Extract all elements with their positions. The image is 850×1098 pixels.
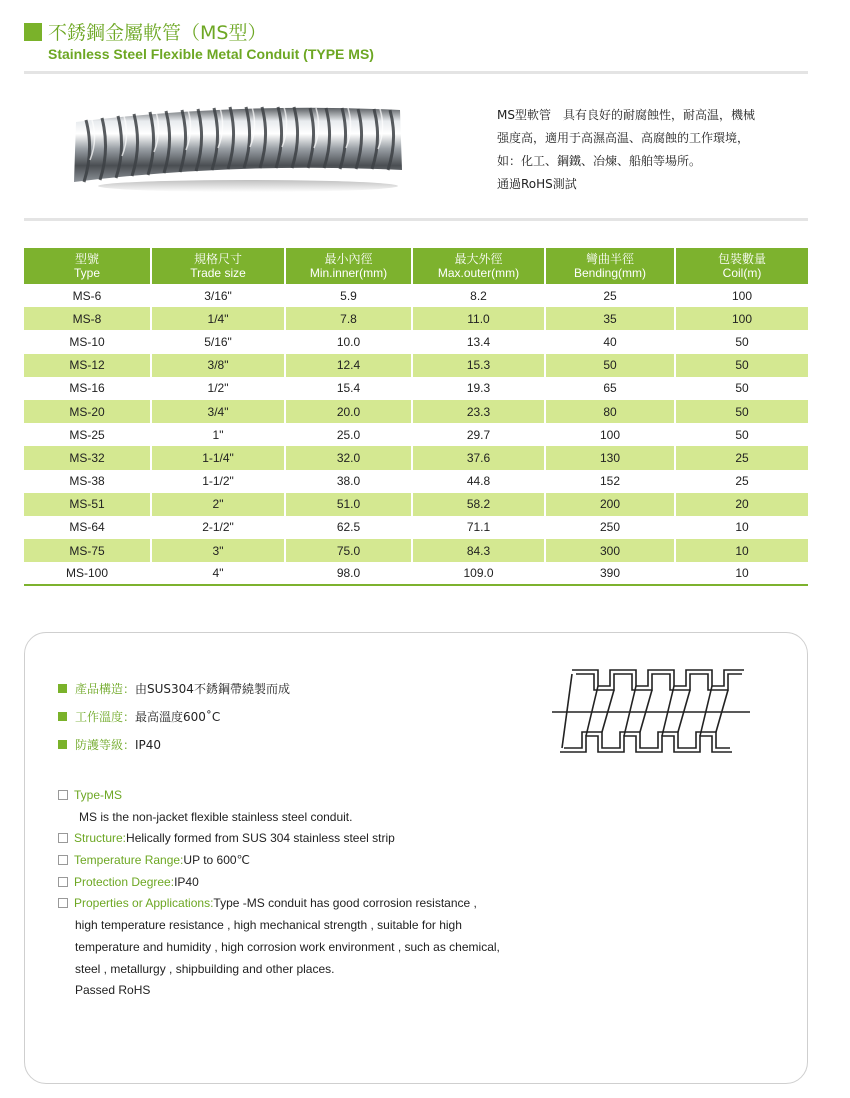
- table-cell: 10: [675, 562, 808, 585]
- table-cell: 100: [675, 284, 808, 307]
- property-line: temperature and humidity , high corrosion work environment , such as chemical,: [75, 939, 500, 954]
- table-row: [24, 400, 808, 423]
- table-cell: 7.8: [285, 307, 412, 330]
- table-cell: 50: [675, 423, 808, 446]
- table-cell: 25: [675, 470, 808, 493]
- column-header: 最小內徑 Min.inner(mm): [285, 248, 412, 284]
- square-bullet-icon: [58, 740, 67, 749]
- table-cell: 15.3: [412, 354, 545, 377]
- table-cell: 3": [151, 539, 285, 562]
- property-line: Structure:Helically formed from SUS 304 stainless steel strip: [58, 829, 578, 851]
- table-row: [24, 330, 808, 353]
- checkbox-bullet-icon: [58, 855, 68, 865]
- table-cell: 11.0: [412, 307, 545, 330]
- table-cell: 100: [675, 307, 808, 330]
- table-cell: MS-12: [24, 354, 151, 377]
- property-line: Passed RoHS: [75, 983, 151, 998]
- column-header: 最大外徑 Max.outer(mm): [412, 248, 545, 284]
- table-cell: 50: [675, 354, 808, 377]
- properties-zh: [58, 680, 290, 764]
- table-cell: 15.4: [285, 377, 412, 400]
- table-cell: 3/8": [151, 354, 285, 377]
- table-cell: 2-1/2": [151, 516, 285, 539]
- checkbox-bullet-icon: [58, 833, 68, 843]
- table-cell: 38.0: [285, 470, 412, 493]
- table-row: [24, 354, 808, 377]
- table-cell: 1/2": [151, 377, 285, 400]
- column-header: 規格尺寸 Trade size: [151, 248, 285, 284]
- table-cell: 62.5: [285, 516, 412, 539]
- table-header-row: [24, 248, 808, 284]
- spec-table: [24, 248, 808, 586]
- table-cell: 29.7: [412, 423, 545, 446]
- table-cell: 50: [675, 377, 808, 400]
- table-row: [24, 470, 808, 493]
- table-cell: 130: [545, 446, 675, 469]
- property-row: 工作溫度：最高溫度600˚C: [58, 708, 290, 736]
- checkbox-bullet-icon: [58, 898, 68, 908]
- table-cell: 65: [545, 377, 675, 400]
- table-cell: 10.0: [285, 330, 412, 353]
- table-cell: MS-38: [24, 470, 151, 493]
- table-cell: 250: [545, 516, 675, 539]
- table-cell: 50: [675, 400, 808, 423]
- table-row: [24, 539, 808, 562]
- table-cell: 50: [545, 354, 675, 377]
- table-cell: MS-20: [24, 400, 151, 423]
- table-row: [24, 377, 808, 400]
- table-cell: 200: [545, 493, 675, 516]
- table-cell: 1": [151, 423, 285, 446]
- table-cell: 51.0: [285, 493, 412, 516]
- table-cell: 58.2: [412, 493, 545, 516]
- table-cell: 8.2: [412, 284, 545, 307]
- property-line: Type-MS: [58, 786, 578, 808]
- table-cell: 1-1/2": [151, 470, 285, 493]
- title-square-icon: [24, 23, 42, 41]
- table-cell: 100: [545, 423, 675, 446]
- table-cell: MS-10: [24, 330, 151, 353]
- table-cell: 1-1/4": [151, 446, 285, 469]
- table-row: [24, 284, 808, 307]
- table-cell: 71.1: [412, 516, 545, 539]
- table-cell: 37.6: [412, 446, 545, 469]
- column-header: 彎曲半徑 Bending(mm): [545, 248, 675, 284]
- intro-line: 通過RoHS測試: [497, 177, 577, 191]
- square-bullet-icon: [58, 712, 67, 721]
- table-cell: 32.0: [285, 446, 412, 469]
- table-cell: 25: [545, 284, 675, 307]
- page-title-zh: 不銹鋼金屬軟管（MS型）: [48, 22, 267, 44]
- table-cell: 2": [151, 493, 285, 516]
- table-row: [24, 516, 808, 539]
- page-title-en: Stainless Steel Flexible Metal Conduit (TYPE MS): [48, 46, 374, 62]
- table-cell: 3/4": [151, 400, 285, 423]
- table-cell: 12.4: [285, 354, 412, 377]
- property-line: MS is the non-jacket flexible stainless steel conduit.: [79, 809, 353, 824]
- table-cell: 98.0: [285, 562, 412, 585]
- table-cell: 10: [675, 516, 808, 539]
- table-cell: 3/16": [151, 284, 285, 307]
- column-header: 包裝數量 Coil(m): [675, 248, 808, 284]
- divider-top: [24, 71, 808, 74]
- table-cell: 19.3: [412, 377, 545, 400]
- table-row: [24, 423, 808, 446]
- table-row: [24, 307, 808, 330]
- table-cell: MS-64: [24, 516, 151, 539]
- property-row: 產品構造：由SUS304不銹鋼帶繞製而成: [58, 680, 290, 708]
- table-cell: 1/4": [151, 307, 285, 330]
- table-cell: 5/16": [151, 330, 285, 353]
- table-row: [24, 493, 808, 516]
- table-cell: MS-6: [24, 284, 151, 307]
- intro-line: MS型軟管 具有良好的耐腐蝕性，耐高温，機械: [497, 108, 755, 122]
- checkbox-bullet-icon: [58, 790, 68, 800]
- table-cell: 40: [545, 330, 675, 353]
- table-cell: MS-32: [24, 446, 151, 469]
- intro-text: [497, 104, 797, 196]
- table-cell: 5.9: [285, 284, 412, 307]
- table-cell: 75.0: [285, 539, 412, 562]
- property-row: 防護等級：IP40: [58, 736, 290, 764]
- table-cell: 20: [675, 493, 808, 516]
- intro-line: 强度高，適用于高濕高温、高腐蝕的工作環境，: [497, 131, 750, 145]
- table-row: [24, 562, 808, 585]
- table-cell: 35: [545, 307, 675, 330]
- table-cell: MS-8: [24, 307, 151, 330]
- square-bullet-icon: [58, 684, 67, 693]
- table-cell: MS-51: [24, 493, 151, 516]
- property-line: Protection Degree:IP40: [58, 873, 578, 895]
- table-cell: 13.4: [412, 330, 545, 353]
- table-cell: 10: [675, 539, 808, 562]
- table-cell: 84.3: [412, 539, 545, 562]
- table-cell: 23.3: [412, 400, 545, 423]
- table-cell: 152: [545, 470, 675, 493]
- table-cell: 109.0: [412, 562, 545, 585]
- column-header: 型號 Type: [24, 248, 151, 284]
- table-cell: 300: [545, 539, 675, 562]
- table-cell: MS-100: [24, 562, 151, 585]
- intro-line: 如：化工、鋼鐵、冶煉、船舶等場所。: [497, 154, 702, 168]
- property-line: high temperature resistance , high mechanical strength , suitable for high: [75, 918, 462, 933]
- property-line: Temperature Range:UP to 600℃: [58, 851, 578, 873]
- table-cell: 25: [675, 446, 808, 469]
- table-row: [24, 446, 808, 469]
- table-cell: 4": [151, 562, 285, 585]
- table-cell: MS-25: [24, 423, 151, 446]
- checkbox-bullet-icon: [58, 877, 68, 887]
- property-line: steel , metallurgy , shipbuilding and other places.: [75, 961, 335, 976]
- table-cell: MS-16: [24, 377, 151, 400]
- properties-en: [58, 786, 578, 1003]
- table-cell: 25.0: [285, 423, 412, 446]
- conduit-photo: [68, 100, 408, 196]
- table-cell: 20.0: [285, 400, 412, 423]
- table-cell: 80: [545, 400, 675, 423]
- table-cell: MS-75: [24, 539, 151, 562]
- table-cell: 44.8: [412, 470, 545, 493]
- property-line: Properties or Applications:Type -MS conduit has good corrosion resistance ,: [58, 894, 578, 916]
- conduit-cross-section-diagram: [552, 660, 750, 760]
- table-cell: 50: [675, 330, 808, 353]
- divider-middle: [24, 218, 808, 221]
- table-cell: 390: [545, 562, 675, 585]
